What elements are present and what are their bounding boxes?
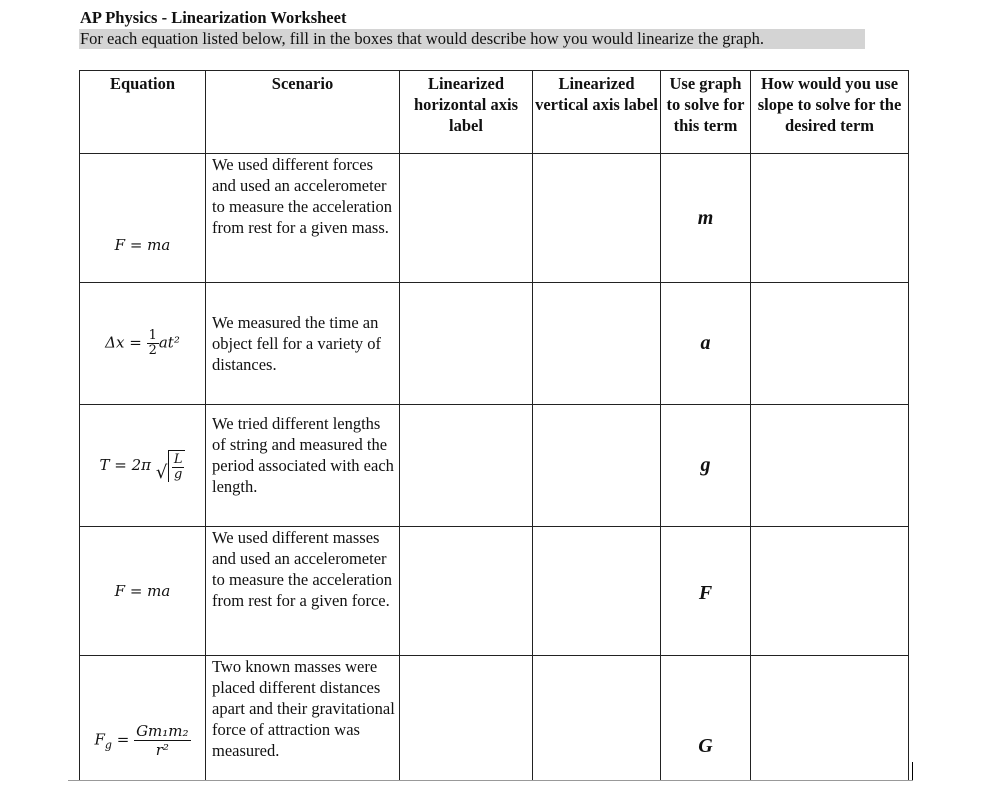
fraction-numerator: L bbox=[173, 451, 183, 467]
scenario-cell: We used different forces and used an accelerometer to measure the acceleration from rest for a given mass. bbox=[206, 154, 400, 283]
horizontal-axis-input[interactable] bbox=[400, 405, 533, 527]
header-vertical-axis: Linearized vertical axis label bbox=[533, 71, 661, 154]
solve-term: m bbox=[661, 154, 751, 283]
vertical-axis-input[interactable] bbox=[533, 283, 661, 405]
horizontal-axis-input[interactable] bbox=[400, 283, 533, 405]
scenario-cell: We measured the time an object fell for a variety of distances. bbox=[206, 283, 400, 405]
solve-term: g bbox=[661, 405, 751, 527]
header-equation: Equation bbox=[80, 71, 206, 154]
equation-lhs: Δx = bbox=[105, 333, 142, 352]
fraction-denominator: g bbox=[172, 467, 185, 482]
scenario-cell: Two known masses were placed different distances apart and their gravitational force of attraction was measured. bbox=[206, 656, 400, 786]
table-row bbox=[80, 656, 909, 786]
equation: F = ma bbox=[114, 581, 171, 600]
vertical-axis-input[interactable] bbox=[533, 656, 661, 786]
header-slope: How would you use slope to solve for the desired term bbox=[751, 71, 909, 154]
fraction-numerator: Gm₁m₂ bbox=[136, 722, 189, 740]
horizontal-axis-input[interactable] bbox=[400, 527, 533, 656]
equation-cell bbox=[80, 405, 206, 527]
linearization-table bbox=[79, 70, 909, 786]
slope-answer-input[interactable] bbox=[751, 154, 909, 283]
page-bottom-rule bbox=[68, 780, 913, 781]
equation-cell bbox=[80, 527, 206, 656]
fraction bbox=[134, 722, 190, 759]
scenario-cell: We used different masses and used an accelerometer to measure the acceleration from rest for a given force. bbox=[206, 527, 400, 656]
equation-cell bbox=[80, 283, 206, 405]
table-row bbox=[80, 154, 909, 283]
worksheet-title: AP Physics - Linearization Worksheet bbox=[80, 8, 347, 27]
solve-term: G bbox=[661, 656, 751, 786]
equation-lhs: T = 2π bbox=[99, 455, 152, 474]
equation-equals: = bbox=[116, 730, 130, 749]
vertical-axis-input[interactable] bbox=[533, 154, 661, 283]
solve-term: a bbox=[661, 283, 751, 405]
instructions-text: For each equation listed below, fill in the boxes that would describe how you would linearize the graph. bbox=[79, 29, 865, 49]
fraction bbox=[147, 329, 159, 358]
table-row bbox=[80, 405, 909, 527]
slope-answer-input[interactable] bbox=[751, 656, 909, 786]
slope-answer-input[interactable] bbox=[751, 283, 909, 405]
equation-subscript: g bbox=[104, 738, 112, 752]
text-cursor bbox=[912, 762, 913, 780]
header-use-graph: Use graph to solve for this term bbox=[661, 71, 751, 154]
horizontal-axis-input[interactable] bbox=[400, 154, 533, 283]
vertical-axis-input[interactable] bbox=[533, 527, 661, 656]
equation-lhs: F bbox=[94, 730, 105, 749]
header-row bbox=[80, 71, 909, 154]
fraction bbox=[172, 453, 185, 482]
fraction-denominator: 2 bbox=[148, 343, 157, 358]
fraction-numerator: 1 bbox=[148, 328, 157, 343]
header-scenario: Scenario bbox=[206, 71, 400, 154]
page-cutoff bbox=[79, 781, 909, 812]
equation-rhs: at² bbox=[158, 333, 180, 352]
fraction-denominator: r² bbox=[134, 740, 190, 759]
equation: F = ma bbox=[114, 236, 171, 254]
equation-cell bbox=[80, 154, 206, 283]
table-row bbox=[80, 283, 909, 405]
slope-answer-input[interactable] bbox=[751, 405, 909, 527]
horizontal-axis-input[interactable] bbox=[400, 656, 533, 786]
equation-cell bbox=[80, 656, 206, 786]
solve-term: F bbox=[661, 527, 751, 656]
scenario-cell: We tried different lengths of string and measured the period associated with each length. bbox=[206, 405, 400, 527]
vertical-axis-input[interactable] bbox=[533, 405, 661, 527]
header-horizontal-axis: Linearized horizontal axis label bbox=[400, 71, 533, 154]
radical-sign: √ bbox=[155, 461, 168, 483]
table-row bbox=[80, 527, 909, 656]
square-root bbox=[156, 450, 186, 482]
slope-answer-input[interactable] bbox=[751, 527, 909, 656]
